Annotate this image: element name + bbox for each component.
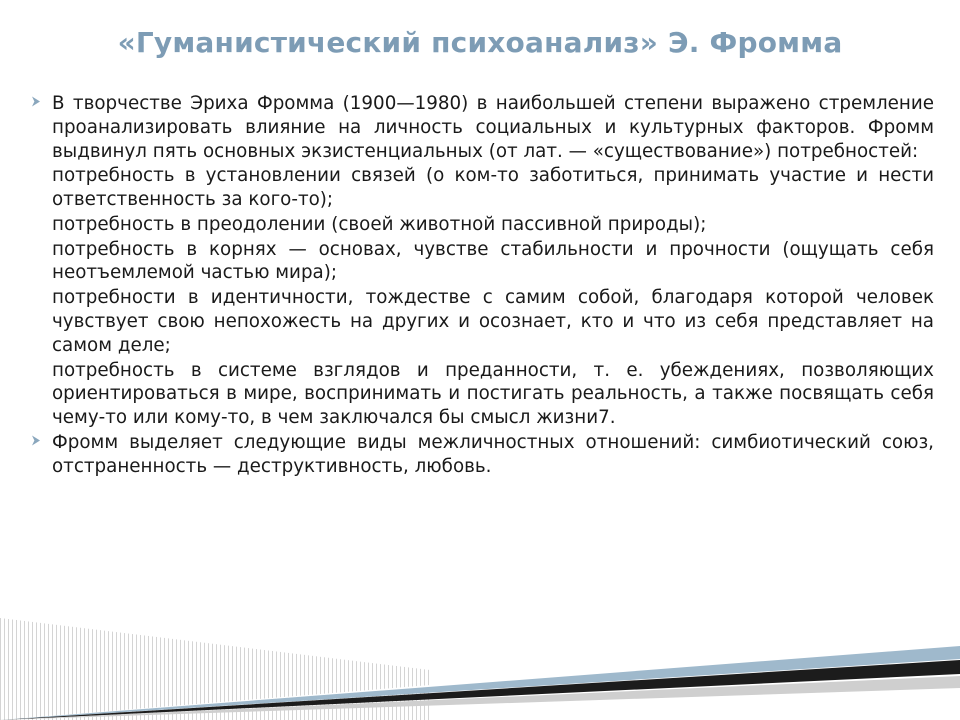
page-title: «Гуманистический психоанализ» Э. Фромма [117,26,843,59]
body-paragraph-7 [22,431,940,479]
slide-footer-decoration [0,610,960,720]
body-paragraph-4 [22,238,940,286]
body-paragraph-5-text: потребности в идентичности, тождестве с самим собой, благодаря которой человек чувствует свою непохожесть на других и осознает, кто и что из себя представляет на самом деле; [52,287,934,356]
body-paragraph-3-text: потребность в преодолении (своей животной пассивной природы); [52,213,707,235]
body-paragraph-1 [22,92,940,163]
bullet-arrow-icon [30,95,44,113]
body-paragraph-6-text: потребность в системе взглядов и преданности, т. е. убеждениях, позволяющих ориентироваться в мире, воспринимать и постигать реальность, а также посвящать себя чему‑то или кому‑то, в чем заключался бы смысл жизни7. [52,359,934,429]
body-paragraph-2-text: потребность в установлении связей (о ком‑то заботиться, принимать участие и нести ответственность за кого‑то); [52,165,934,211]
bullet-arrow-icon [30,434,44,452]
slide-body [22,92,940,480]
body-paragraph-3 [22,213,940,237]
body-paragraph-7-text: Фромм выделяет следующие виды межличностных отношений: симбиотический союз, отстраненность — деструктивность, любовь. [52,431,934,477]
body-paragraph-1-text: В творчестве Эриха Фромма (1900—1980) в наибольшей степени выражено стремление проанализировать влияние на личность социальных и культурных факторов. Фромм выдвинул пять основных экзистенциальных (от лат. — «существование») потребностей: [52,93,934,162]
body-paragraph-2 [22,164,940,212]
body-paragraph-6 [22,359,940,430]
body-paragraph-4-text: потребность в корнях — основах, чувстве стабильности и прочности (ощущать себя неотъемлемой частью мира); [52,238,934,284]
body-paragraph-5 [22,286,940,357]
title-area [0,26,960,59]
